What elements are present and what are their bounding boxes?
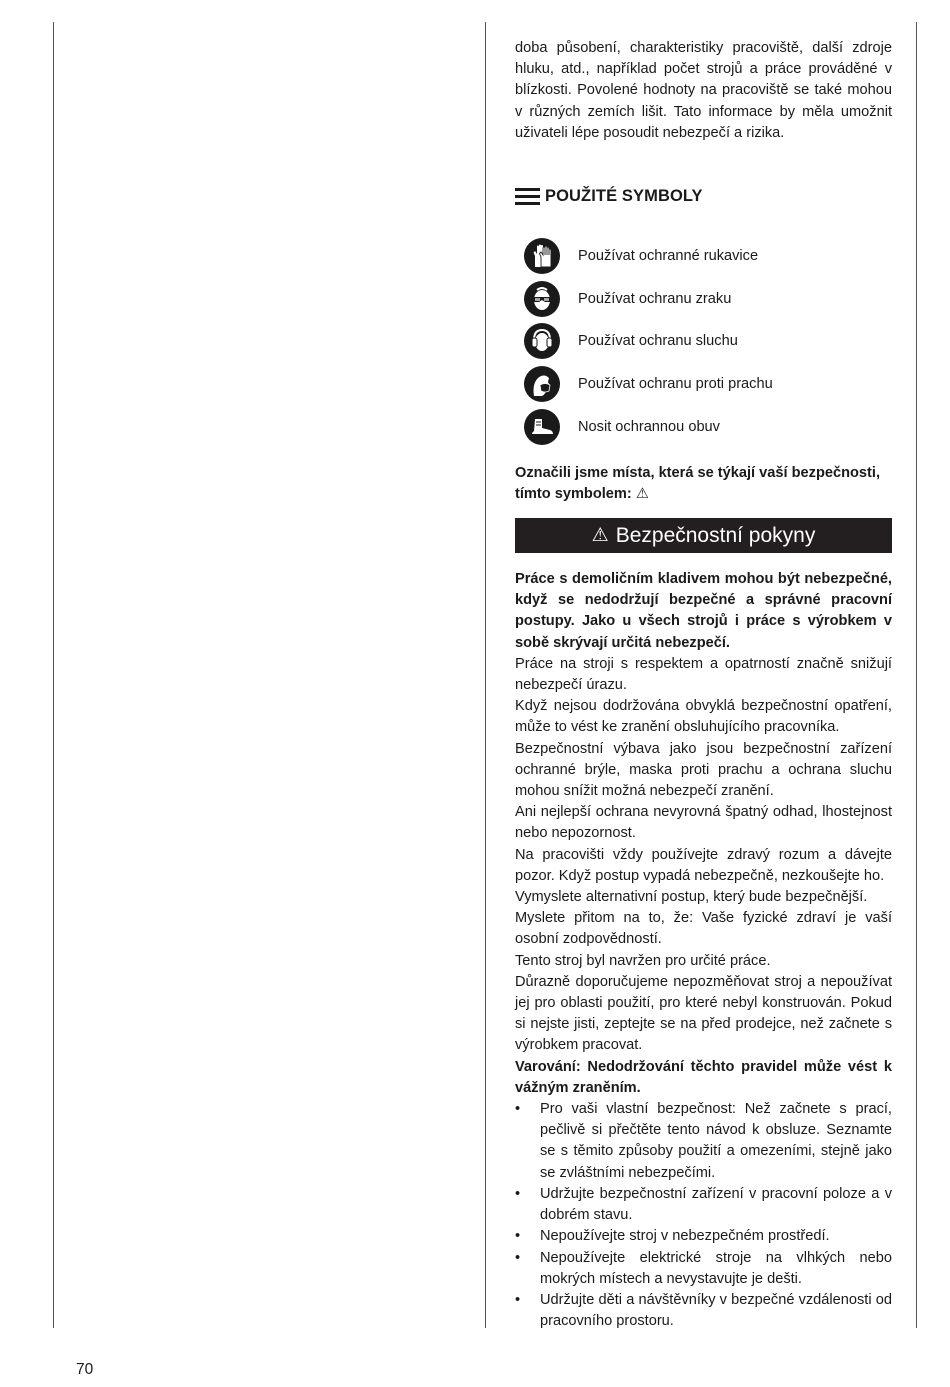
list-item-text: Pro vaši vlastní bezpečnost: Než začnete s prací, pečlivě si přečtěte tento návod k obsluze. Seznamte se s těmito způsoby použití a omezeními, stejně jako se zvláštními nebezpečími. bbox=[540, 1101, 892, 1181]
bullet-glyph: • bbox=[515, 1101, 521, 1118]
list-item bbox=[515, 1226, 892, 1247]
safety-instructions-banner bbox=[515, 518, 892, 553]
bullet-glyph: • bbox=[515, 1228, 521, 1245]
bullet-glyph: • bbox=[515, 1185, 521, 1202]
safety-paragraph: Ani nejlepší ochrana nevyrovná špatný odhad, lhostejnost nebo nepozornost. bbox=[515, 804, 892, 842]
symbol-row-gloves bbox=[524, 237, 759, 275]
intro-paragraph: doba působení, charakteristiky pracoviště, další zdroje hluku, atd., například počet strojů a práce prováděné v blízkosti. Povolené hodnoty na pracoviště se také mohou v různých zemích lišit. Tato informace by měla umožnit uživateli lépe posoudit nebezpečí a rizika. bbox=[515, 40, 892, 141]
safety-warning-bold: Varování: Nedodržování těchto pravidel může vést k vážným zraněním. bbox=[515, 1058, 892, 1096]
safety-symbol-note-text: Označili jsme místa, která se týkají vaší bezpečnosti, tímto symbolem: bbox=[515, 465, 881, 503]
left-margin-rule bbox=[53, 22, 54, 1328]
list-item-text: Nepoužívejte elektrické stroje na vlhkých nebo mokrých místech a nevystavujte je dešti. bbox=[540, 1249, 892, 1287]
goggles-icon bbox=[524, 281, 560, 317]
safety-instructions-body bbox=[515, 569, 892, 1332]
symbol-label-gloves: Používat ochranné rukavice bbox=[578, 248, 759, 264]
symbol-row-safety-boots bbox=[524, 408, 720, 446]
ear-protection-icon bbox=[524, 323, 560, 359]
column-divider-rule bbox=[485, 22, 486, 1328]
safety-paragraph: Tento stroj byl navržen pro určité práce. bbox=[515, 952, 771, 969]
safety-paragraph: Když nejsou dodržována obvyklá bezpečnostní opatření, může to vést ke zranění obsluhujícího pracovníka. bbox=[515, 698, 892, 736]
list-item bbox=[515, 1099, 892, 1184]
list-item bbox=[515, 1248, 892, 1290]
symbol-label-ear-protection: Používat ochranu sluchu bbox=[578, 333, 738, 349]
safety-paragraph: Myslete přitom na to, že: Vaše fyzické zdraví je vaší osobní zodpovědností. bbox=[515, 910, 892, 948]
safety-boots-icon bbox=[524, 409, 560, 445]
safety-paragraph: Bezpečnostní výbava jako jsou bezpečnostní zařízení ochranné brýle, maska proti prachu a ochrana sluchu mohou snížit možná nebezpečí zranění. bbox=[515, 740, 892, 800]
bullet-glyph: • bbox=[515, 1291, 521, 1308]
list-item bbox=[515, 1184, 892, 1226]
symbol-label-dust-mask: Používat ochranu proti prachu bbox=[578, 376, 773, 392]
symbol-row-ear-protection bbox=[524, 322, 738, 360]
symbol-label-safety-boots: Nosit ochrannou obuv bbox=[578, 419, 720, 435]
warning-triangle-icon: ⚠ bbox=[591, 525, 609, 546]
page-number: 70 bbox=[76, 1361, 94, 1378]
list-item bbox=[515, 1290, 892, 1332]
list-item-text: Udržujte děti a návštěvníky v bezpečné vzdálenosti od pracovního prostoru. bbox=[540, 1291, 892, 1330]
safety-bullet-list bbox=[515, 1099, 892, 1332]
symbols-title: POUŽITÉ SYMBOLY bbox=[545, 186, 703, 205]
menu-lines-icon bbox=[515, 188, 540, 205]
safety-symbol-note bbox=[515, 463, 892, 505]
safety-intro-bold: Práce s demoličním kladivem mohou být nebezpečné, když se nedodržují bezpečné a správné pracovní postupy. Jako u všech strojů i práce s výrobkem v sobě skrývají určitá nebezpečí. bbox=[515, 571, 892, 651]
symbol-row-dust-mask bbox=[524, 365, 773, 403]
warning-triangle-icon: ⚠ bbox=[635, 486, 649, 503]
banner-title: Bezpečnostní pokyny bbox=[615, 523, 816, 547]
safety-paragraph: Vymyslete alternativní postup, který bude bezpečnější. bbox=[515, 889, 868, 906]
gloves-icon bbox=[524, 238, 560, 274]
bullet-glyph: • bbox=[515, 1249, 521, 1266]
dust-mask-icon bbox=[524, 366, 560, 402]
list-item-text: Udržujte bezpečnostní zařízení v pracovní poloze a v dobrém stavu. bbox=[540, 1185, 892, 1224]
right-margin-rule bbox=[916, 22, 917, 1328]
safety-paragraph: Práce na stroji s respektem a opatrností značně snižují nebezpečí úrazu. bbox=[515, 655, 892, 694]
safety-paragraph: Důrazně doporučujeme nepozměňovat stroj a nepoužívat jej pro oblasti použití, pro které nebyl konstruován. Pokud si nejste jisti, zeptejte se na před prodejce, než začnete s výrobkem pracovat. bbox=[515, 973, 892, 1054]
symbols-heading bbox=[515, 185, 703, 207]
safety-paragraph: Na pracovišti vždy používejte zdravý rozum a dávejte pozor. Když postup vypadá nebezpečně, nezkoušejte ho. bbox=[515, 846, 892, 884]
symbol-row-goggles bbox=[524, 280, 732, 318]
list-item-text: Nepoužívejte stroj v nebezpečném prostředí. bbox=[540, 1228, 830, 1245]
symbol-label-goggles: Používat ochranu zraku bbox=[578, 291, 732, 307]
